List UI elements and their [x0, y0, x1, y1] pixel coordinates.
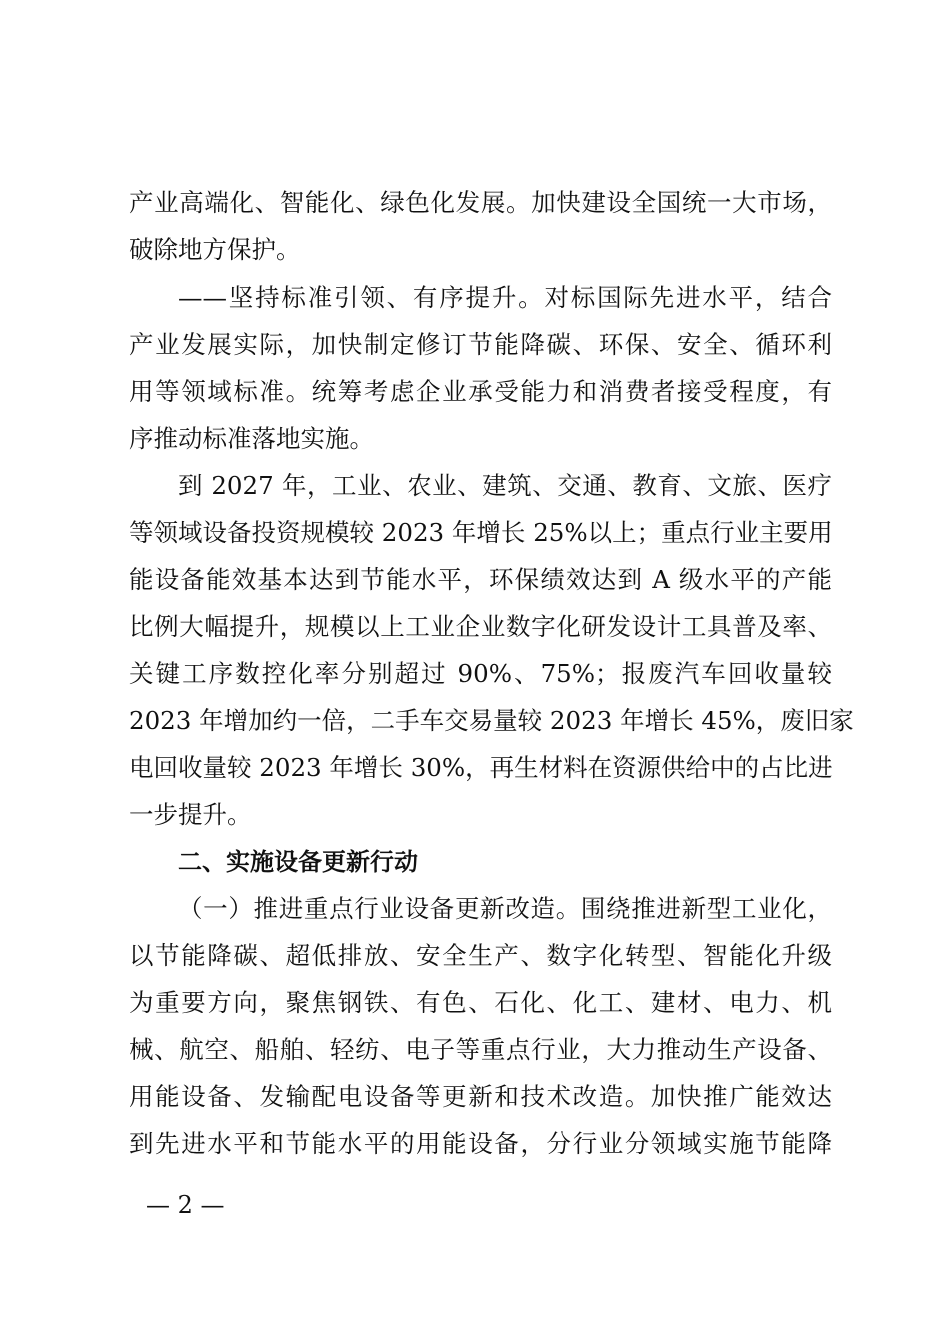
paragraph-line-8: 等领域设备投资规模较 2023 年增长 25%以上；重点行业主要用 — [129, 518, 833, 547]
paragraph-line-3: ——坚持标准引领、有序提升。对标国际先进水平，结合 — [178, 283, 832, 312]
paragraph-line-10: 比例大幅提升，规模以上工业企业数字化研发设计工具普及率、 — [129, 612, 832, 641]
paragraph-line-16: （一）推进重点行业设备更新改造。围绕推进新型工业化， — [178, 894, 832, 923]
paragraph-line-4: 产业发展实际，加快制定修订节能降碳、环保、安全、循环利 — [129, 330, 832, 359]
page-number: — 2 — — [146, 1191, 225, 1219]
paragraph-line-2: 破除地方保护。 — [129, 235, 301, 264]
paragraph-line-14: 一步提升。 — [129, 800, 252, 829]
paragraph-line-13: 电回收量较 2023 年增长 30%，再生材料在资源供给中的占比进 — [129, 753, 833, 782]
paragraph-line-11: 关键工序数控化率分别超过 90%、75%；报废汽车回收量较 — [129, 659, 832, 688]
paragraph-line-19: 械、航空、船舶、轻纺、电子等重点行业，大力推动生产设备、 — [129, 1035, 832, 1064]
paragraph-line-9: 能设备能效基本达到节能水平，环保绩效达到 A 级水平的产能 — [129, 565, 832, 594]
paragraph-line-1: 产业高端化、智能化、绿色化发展。加快建设全国统一大市场， — [129, 188, 832, 217]
paragraph-line-6: 序推动标准落地实施。 — [129, 424, 374, 453]
paragraph-line-18: 为重要方向，聚焦钢铁、有色、石化、化工、建材、电力、机 — [129, 988, 832, 1017]
paragraph-line-7: 到 2027 年，工业、农业、建筑、交通、教育、文旅、医疗 — [178, 471, 832, 500]
paragraph-line-12: 2023 年增加约一倍，二手车交易量较 2023 年增长 45%，废旧家 — [129, 706, 854, 735]
paragraph-line-5: 用等领域标准。统筹考虑企业承受能力和消费者接受程度，有 — [129, 377, 832, 406]
paragraph-line-17: 以节能降碳、超低排放、安全生产、数字化转型、智能化升级 — [129, 941, 832, 970]
paragraph-line-20: 用能设备、发输配电设备等更新和技术改造。加快推广能效达 — [129, 1082, 832, 1111]
paragraph-line-21: 到先进水平和节能水平的用能设备，分行业分领域实施节能降 — [129, 1129, 832, 1158]
section-heading: 二、实施设备更新行动 — [178, 848, 418, 876]
